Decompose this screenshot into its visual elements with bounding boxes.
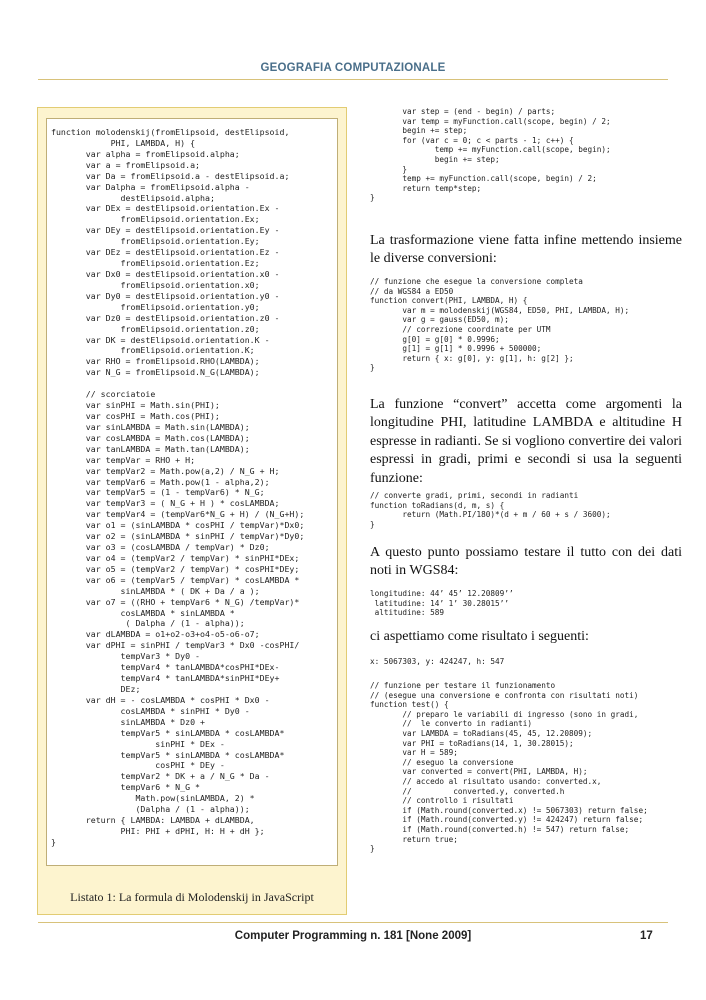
listing-1-code-frame <box>46 118 338 866</box>
code-block-expected-values: x: 5067303, y: 424247, h: 547 <box>370 657 505 666</box>
code-block-to-radians: // converte gradi, primi, secondi in radianti function toRadians(d, m, s) { return (Math.PI/180)*(d + m / 60 + s / 3600); } <box>370 491 611 529</box>
paragraph-expected-result: ci aspettiamo come risultato i seguenti: <box>370 629 589 644</box>
page-number: 17 <box>640 930 653 942</box>
magazine-issue: Computer Programming n. 181 [None 2009] <box>234 930 472 942</box>
listing-1-code: function molodenskij(fromElipsoid, destElipsoid, PHI, LAMBDA, H) { var alpha = fromElipsoid.alpha; var a = fromElipsoid.a; var Da = fromElipsoid.a - destElipsoid.a; var Dalpha = fromElipsoid.alpha - destElipsoid.alpha; var DEx = destElipsoid.orientation.Ex - fromElipsoid.orientation.Ex; var DEy = destElipsoid.orientation.Ey - fromElipsoid.orientation.Ey; var DEz = destElipsoid.orientation.Ez - fromElipsoid.orientation.Ez; var Dx0 = destElipsoid.orientation.x0 - fromElipsoid.orientation.x0; var Dy0 = destElipsoid.orientation.y0 - fromElipsoid.orientation.y0; var Dz0 = destElipsoid.orientation.z0 - fromElipsoid.orientation.z0; var DK = destElipsoid.orientation.K - fromElipsoid.orientation.K; var RHO = fromElipsoid.RHO(LAMBDA); var N_G = fromElipsoid.N_G(LAMBDA); // scorciatoie var sinPHI = Math.sin(PHI); var cosPHI = Math.cos(PHI); var sinLAMBDA = Math.sin(LAMBDA); var cosLAMBDA = Math.cos(LAMBDA); var tanLAMBDA = Math.tan(LAMBDA); var tempVar = RHO + H; var tempVar2 = Math.pow(a,2) / N_G + H; var tempVar6 = Math.pow(1 - alpha,2); var tempVar5 = (1 - tempVar6) * N_G; var tempVar3 = ( N_G + H ) * cosLAMBDA; var tempVar4 = (tempVar6*N_G + H) / (N_G+H); var o1 = (sinLAMBDA * cosPHI / tempVar)*Dx0; var o2 = (sinLAMBDA * sinPHI / tempVar)*Dy0; var o3 = (cosLAMBDA / tempVar) * Dz0; var o4 = (tempVar2 / tempVar) * sinPHI*DEx; var o5 = (tempVar2 / tempVar) * cosPHI*DEy; var o6 = (tempVar5 / tempVar) * cosLAMBDA * sinLAMBDA * ( DK + Da / a ); var o7 = ((RHO + tempVar6 * N_G) /tempVar)* cosLAMBDA * sinLAMBDA * ( Dalpha / (1 - alpha)); var dLAMBDA = o1+o2-o3+o4-o5-o6-o7; var dPHI = sinPHI / tempVar3 * Dx0 -cosPHI/ tempVar3 * Dy0 - tempVar4 * tanLAMBDA*cosPHI*DEx- tempVar4 * tanLAMBDA*sinPHI*DEy+ DEz; var dH = - cosLAMBDA * cosPHI * Dx0 - cosLAMBDA * sinPHI * Dy0 - sinLAMBDA * Dz0 + tempVar5 * sinLAMBDA * cosLAMBDA* sinPHI * DEx - tempVar5 * sinLAMBDA * cosLAMBDA* cosPHI * DEy - tempVar2 * DK + a / N_G * Da - tempVar6 * N_G * Math.pow(sinLAMBDA, 2) * (Dalpha / (1 - alpha)); return { LAMBDA: LAMBDA + dLAMBDA, PHI: PHI + dPHI, H: H + dH }; } <box>51 127 305 847</box>
running-header: GEOGRAFIA COMPUTAZIONALE <box>260 62 446 74</box>
footer-rule <box>38 922 668 923</box>
listing-1-box <box>37 107 347 915</box>
code-block-convert: // funzione che esegue la conversione completa // da WGS84 a ED50 function convert(PHI, LAMBDA, H) { var m = molodenskij(WGS84, ED50, PHI, LAMBDA, H); var g = gauss(ED50, m); // correzione coordinate per UTM g[0] = g[0] * 0.9996; g[1] = g[1] * 0.9996 + 500000; return { x: g[0], y: g[1], h: g[2] }; } <box>370 277 630 373</box>
paragraph-conversion-intro: La trasformazione viene fatta infine mettendo insieme le diverse conversioni: <box>370 233 682 267</box>
code-block-test-function: // funzione per testare il funzionamento // (esegue una conversione e confronta con risultati noti) function test() { // preparo le variabili di ingresso (sono in gradi, // le converto in radianti) var LAMBDA = toRadians(45, 45, 12.20809); var PHI = toRadians(14, 1, 30.28015); var H = 589; // eseguo la conversione var converted = convert(PHI, LAMBDA, H); // accedo al risultato usando: converted.x, // converted.y, converted.h // controllo i risultati if (Math.round(converted.x) != 5067303) return false; if (Math.round(converted.y) != 424247) return false; if (Math.round(converted.h) != 547) return false; return true; } <box>370 681 648 854</box>
paragraph-test-data: A questo punto possiamo testare il tutto con dei dati noti in WGS84: <box>370 545 682 579</box>
code-block-known-coordinates: longitudine: 44’ 45’ 12.20809’’ latitudine: 14’ 1’ 30.28015’’ altitudine: 589 <box>370 589 514 618</box>
paragraph-convert-description: La funzione “convert” accetta come argomenti la longitudine PHI, latitudine LAMBDA e altitudine H espresse in radianti. Se si vogliono convertire dei valori espressi in gradi, primi e secondi si usa la seguenti funzione: <box>370 397 682 486</box>
listing-1-caption: Listato 1: La formula di Molodenskij in JavaScript <box>70 890 314 904</box>
code-block-integration: var step = (end - begin) / parts; var temp = myFunction.call(scope, begin) / 2; begin += step; for (var c = 0; c < parts - 1; c++) { temp += myFunction.call(scope, begin); begin += step; } temp += myFunction.call(scope, begin) / 2; return temp*step; } <box>370 107 611 203</box>
header-rule <box>38 79 668 80</box>
